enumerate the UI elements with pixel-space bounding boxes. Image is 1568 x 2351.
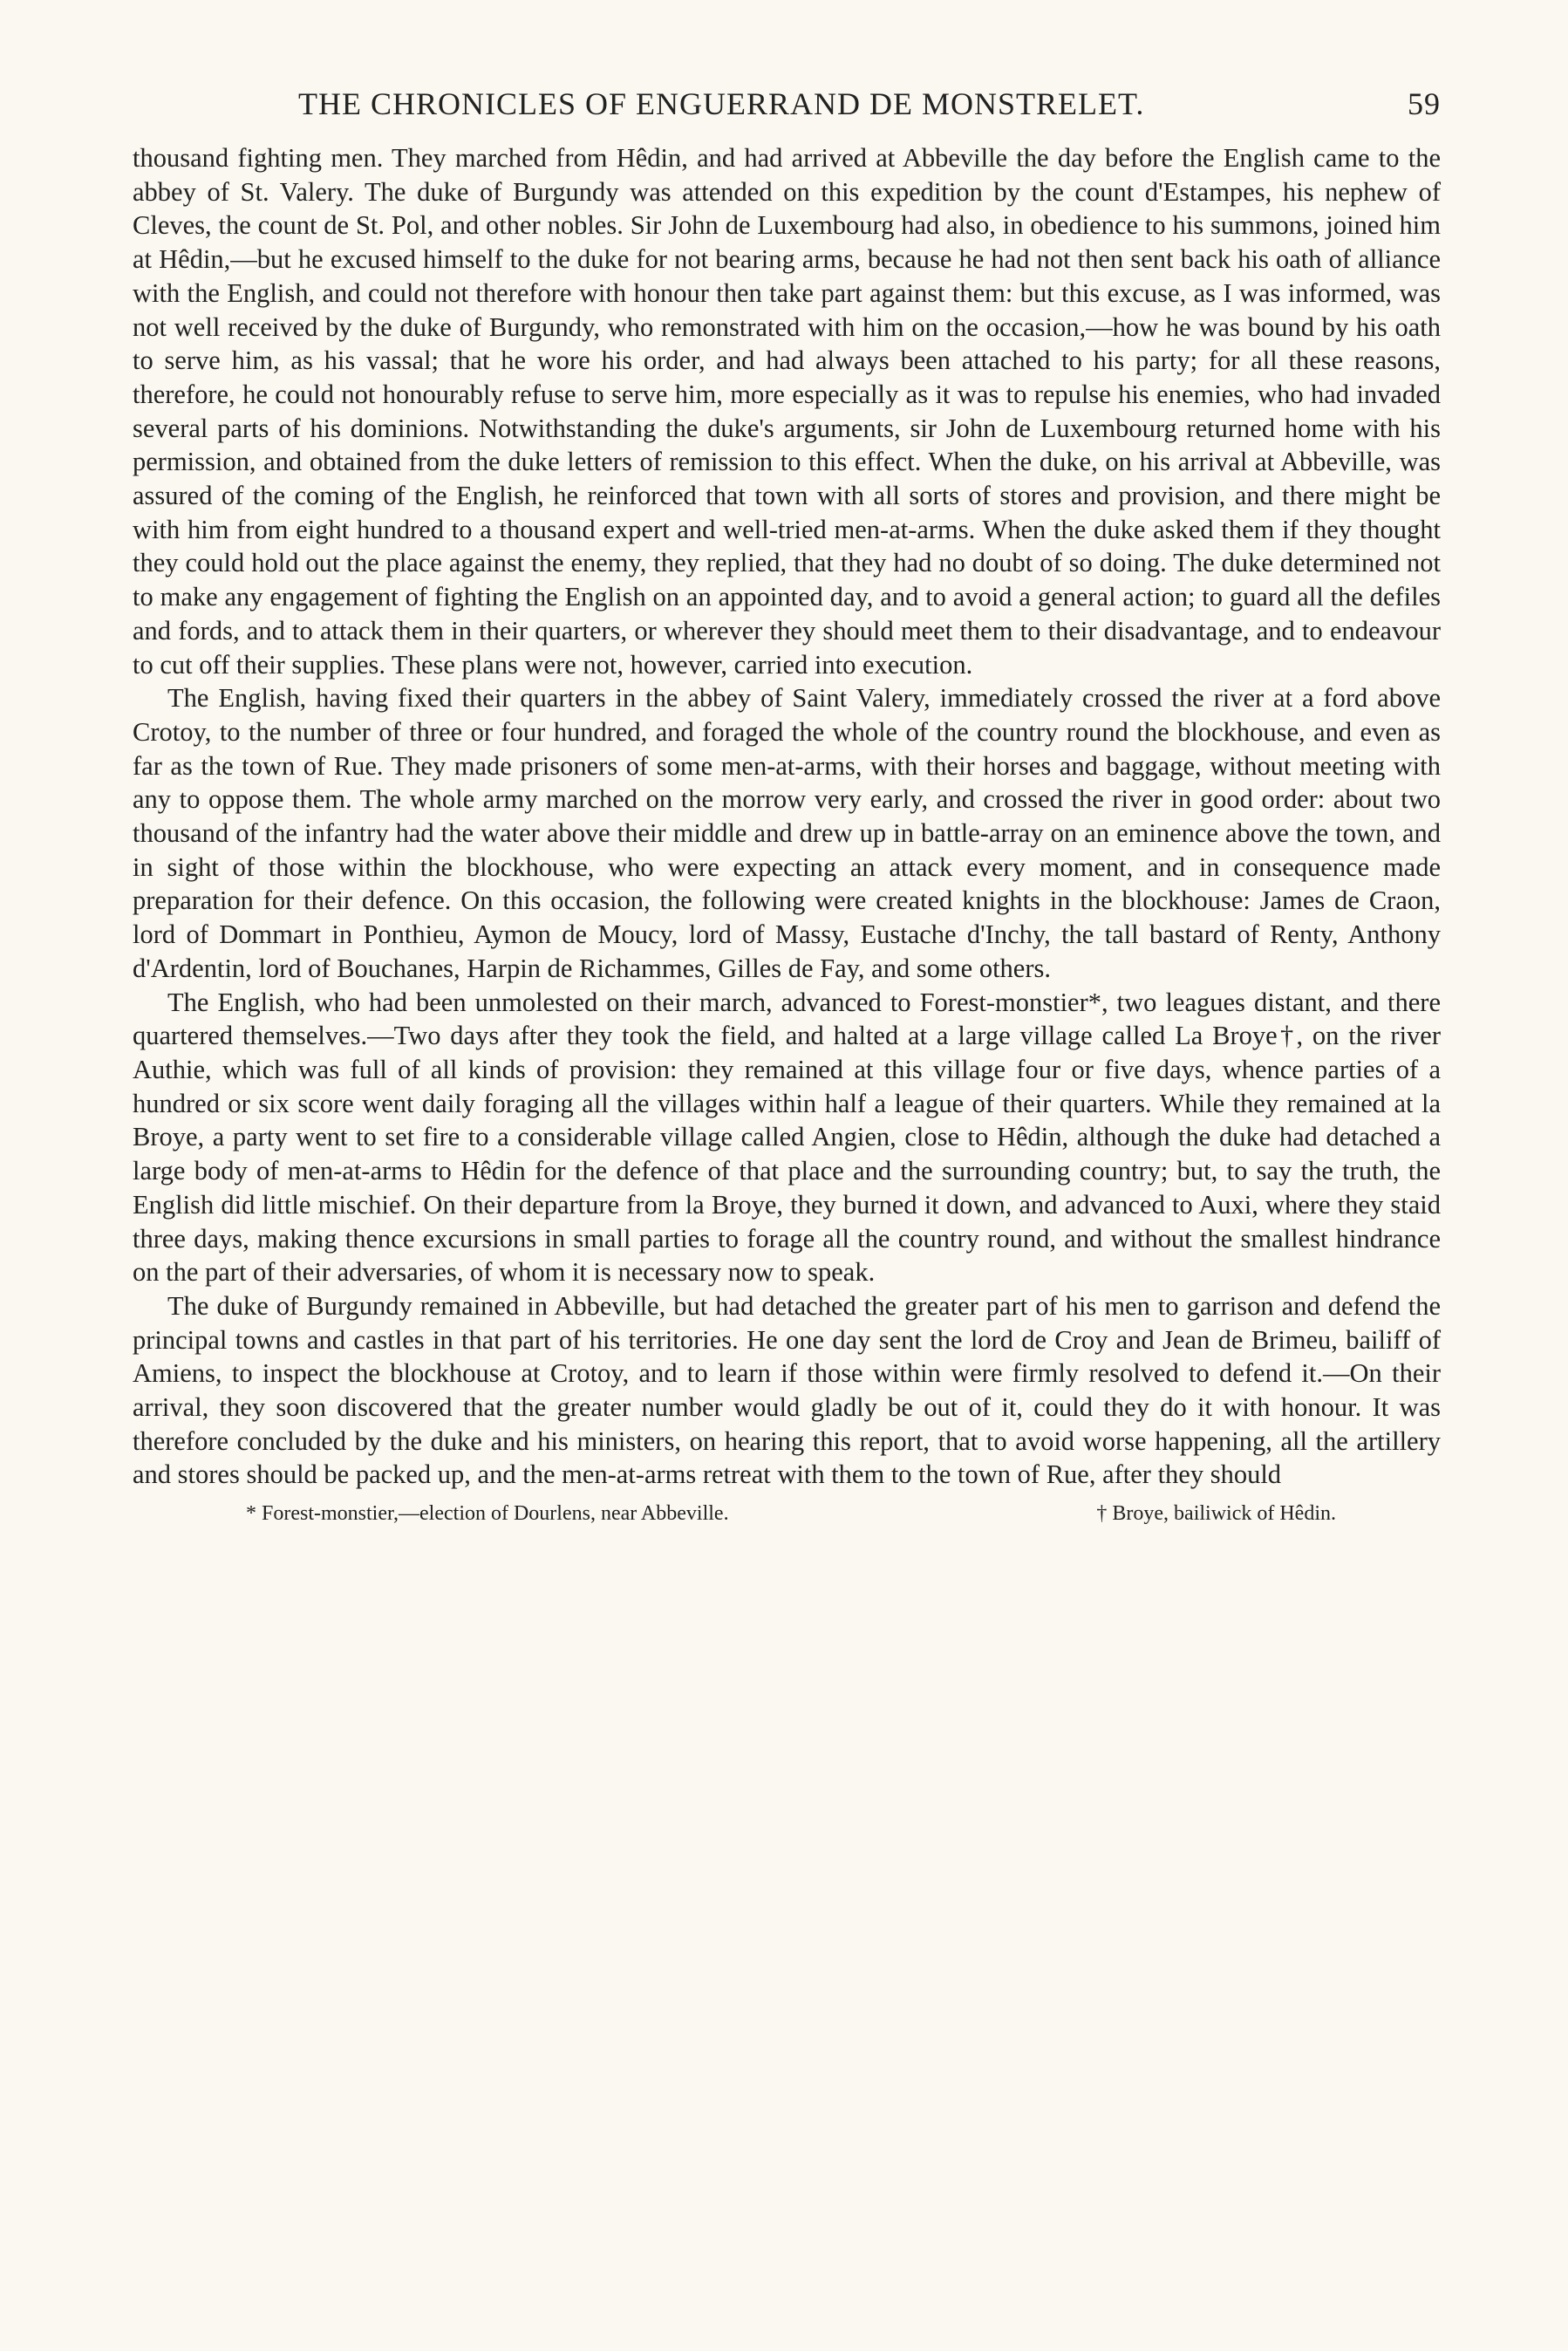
paragraph: The duke of Burgundy remained in Abbeville, but had detached the greater part of his men to garrison and defend the principal towns and castles in that part of his territories. He one day sent the lord de Croy and Jean de Brimeu, bailiff of Amiens, to inspect the blockhouse at Crotoy, and to learn if those within were firmly resolved to defend it.—On their arrival, they soon discovered that the greater number would gladly be out of it, could they do it with honour. It was therefore concluded by the duke and his ministers, on hearing this report, that to avoid worse happening, all the artillery and stores should be packed up, and the men-at-arms retreat with them to the town of Rue, after they should (133, 1290, 1441, 1490)
body-text (133, 141, 1441, 1492)
page (133, 77, 1441, 1527)
page-number: 59 (1408, 86, 1441, 121)
paragraph: The English, having fixed their quarters in the abbey of Saint Valery, immediately crossed the river at a ford above Crotoy, to the number of three or four hundred, and foraged the whole of the country round the blockhouse, and even as far as the town of Rue. They made prisoners of some men-at-arms, with their horses and baggage, without meeting with any to oppose them. The whole army marched on the morrow very early, and crossed the river in good order: about two thousand of the infantry had the water above their middle and drew up in battle-array on an eminence above the town, and in sight of those within the blockhouse, who were expecting an attack every moment, and in consequence made preparation for their defence. On this occasion, the following were created knights in the blockhouse: James de Craon, lord of Dommart in Ponthieu, Aymon de Moucy, lord of Massy, Eustache d'Inchy, the tall bastard of Renty, Anthony d'Ardentin, lord of Bouchanes, Harpin de Richammes, Gilles de Fay, and some others. (133, 683, 1441, 983)
paragraph: thousand fighting men. They marched from Hêdin, and had arrived at Abbeville the day before the English came to the abbey of St. Valery. The duke of Burgundy was attended on this expedition by the count d'Estampes, his nephew of Cleves, the count de St. Pol, and other nobles. Sir John de Luxembourg had also, in obedience to his summons, joined him at Hêdin,—but he excused himself to the duke for not bearing arms, because he had not then sent back his oath of alliance with the English, and could not therefore with honour then take part against them: but this excuse, as I was informed, was not well received by the duke of Burgundy, who remonstrated with him on the occasion,—how he was bound by his oath to serve him, as his vassal; that he wore his order, and had always been attached to his party; for all these reasons, therefore, he could not honourably refuse to serve him, more especially as it was to repulse his enemies, who had invaded several parts of his dominions. Notwithstanding the duke's arguments, sir John de Luxembourg returned home with his permission, and obtained from the duke letters of remission to this effect. When the duke, on his arrival at Abbeville, was assured of the coming of the English, he reinforced that town with all sorts of stores and provision, and there might be with him from eight hundred to a thousand expert and well-tried men-at-arms. When the duke asked them if they thought they could hold out the place against the enemy, they replied, that they had no doubt of so doing. The duke determined not to make any engagement of fighting the English on an appointed day, and to avoid a general action; to guard all the defiles and fords, and to attack them in their quarters, or wherever they should meet them to their disadvantage, and to endeavour to cut off their supplies. These plans were not, however, carried into execution. (133, 143, 1441, 680)
footnote: * Forest-monstier,—election of Dourlens, near Abbeville. (246, 1502, 729, 1526)
running-head (133, 77, 1441, 129)
footnote: † Broye, bailiwick of Hêdin. (1096, 1502, 1336, 1526)
running-title: THE CHRONICLES OF ENGUERRAND DE MONSTRELET. (298, 86, 1145, 121)
footnotes (133, 1500, 1441, 1527)
paragraph: The English, who had been unmolested on their march, advanced to Forest-monstier*, two leagues distant, and there quartered themselves.—Two days after they took the field, and halted at a large village called La Broye†, on the river Authie, which was full of all kinds of provision: they remained at this village four or five days, whence parties of a hundred or six score went daily foraging all the villages within half a league of their quarters. While they remained at la Broye, a party went to set fire to a considerable village called Angien, close to Hêdin, although the duke had detached a large body of men-at-arms to Hêdin for the defence of that place and the surrounding country; but, to say the truth, the English did little mischief. On their departure from la Broye, they burned it down, and advanced to Auxi, where they staid three days, making thence excursions in small parties to forage all the country round, and without the smallest hindrance on the part of their adversaries, of whom it is necessary now to speak. (133, 987, 1441, 1288)
